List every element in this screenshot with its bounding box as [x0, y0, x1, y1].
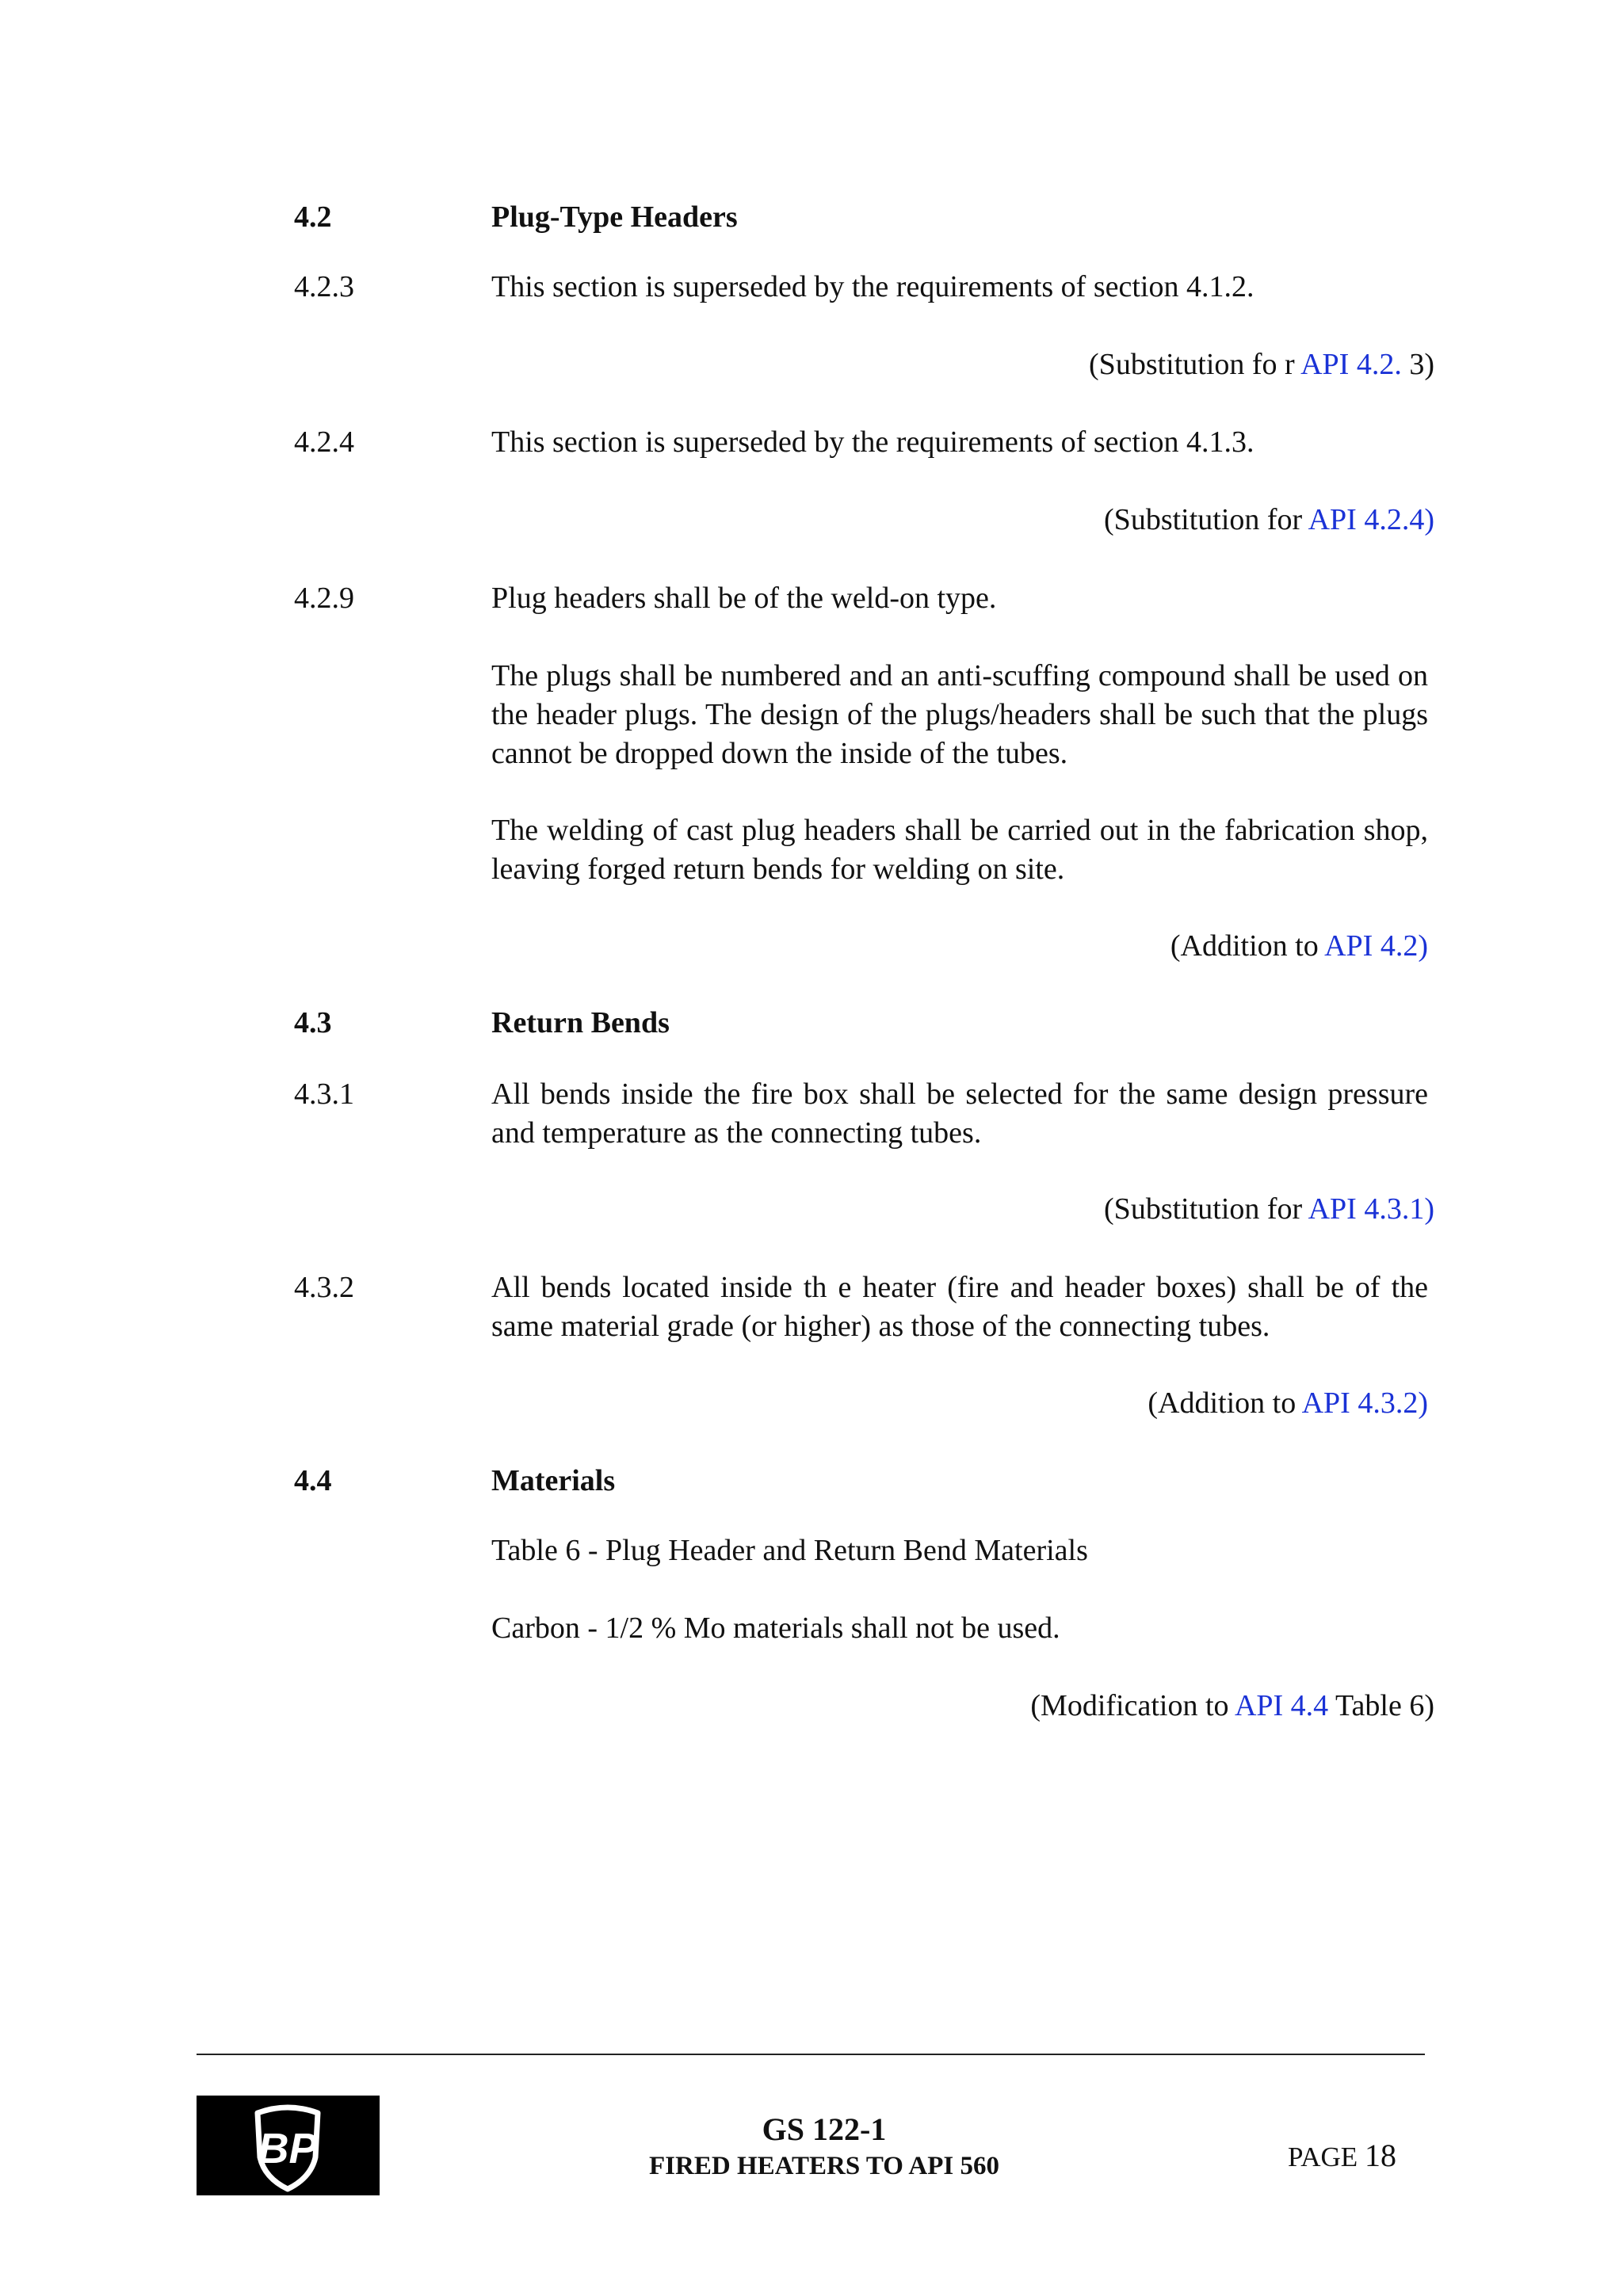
clause-reference: [491, 345, 1434, 384]
clause-note: Carbon - 1/2 % Mo materials shall not be used.: [491, 1611, 1060, 1645]
table-caption: Table 6 - Plug Header and Return Bend Materials: [491, 1534, 1088, 1567]
svg-text:BP: BP: [258, 2125, 318, 2172]
reference-prefix: (Substitution for: [1104, 503, 1308, 536]
clause-paragraph: The plugs shall be numbered and an anti-scuffing compound shall be used on the header plugs. The design of the plugs/headers shall be such that the plugs cannot be dropped down the inside of the tubes.: [491, 659, 1428, 770]
clause-reference: [491, 501, 1434, 540]
api-link[interactable]: API 4.2.: [1300, 348, 1402, 381]
clause-reference: [491, 927, 1428, 966]
clause-number: 4.3.2: [294, 1271, 354, 1304]
clause-text: This section is superseded by the requirements of section 4.1.2.: [491, 270, 1254, 303]
api-link[interactable]: API 4.2): [1324, 929, 1428, 963]
clause-number: 4.2.3: [294, 270, 354, 303]
clause-number: 4.3.1: [294, 1077, 354, 1111]
page-indicator: [1288, 2138, 1396, 2175]
reference-prefix: (Substitution for: [1104, 1192, 1308, 1226]
footer-divider: [197, 2054, 1425, 2055]
api-link[interactable]: API 4.3.2): [1301, 1386, 1428, 1420]
clause-text: This section is superseded by the requirements of section 4.1.3.: [491, 425, 1254, 459]
page-number: 18: [1364, 2138, 1396, 2173]
section-number: 4.3: [294, 1006, 332, 1039]
section-heading: Materials: [491, 1464, 616, 1497]
reference-prefix: (Addition to: [1170, 929, 1325, 963]
page-label: PAGE: [1288, 2142, 1358, 2172]
reference-suffix: 3): [1401, 348, 1434, 381]
clause-reference: [491, 1384, 1428, 1423]
api-link[interactable]: API 4.4: [1234, 1689, 1329, 1722]
document-code: GS 122-1: [762, 2111, 887, 2147]
section-number: 4.2: [294, 200, 332, 234]
reference-prefix: (Substitution fo r: [1089, 348, 1301, 381]
clause-number: 4.2.9: [294, 582, 354, 615]
reference-prefix: (Modification to: [1030, 1689, 1235, 1722]
clause-text: All bends located inside th e heater (fire and header boxes) shall be of the same material grade (or higher) as those of the connecting tubes.: [491, 1271, 1428, 1343]
section-heading: Plug-Type Headers: [491, 200, 738, 234]
clause-text: Plug headers shall be of the weld-on type.: [491, 582, 997, 615]
api-link[interactable]: API 4.3.1): [1308, 1192, 1434, 1226]
reference-suffix: Table 6): [1328, 1689, 1434, 1722]
api-link[interactable]: API 4.2.4): [1308, 503, 1434, 536]
section-heading: Return Bends: [491, 1006, 670, 1039]
clause-reference: [491, 1190, 1434, 1229]
bp-shield-icon: [197, 2096, 380, 2195]
document-title: FIRED HEATERS TO API 560: [649, 2152, 999, 2180]
clause-reference: [491, 1687, 1434, 1726]
bp-logo: [197, 2096, 380, 2195]
section-number: 4.4: [294, 1464, 332, 1497]
clause-number: 4.2.4: [294, 425, 354, 459]
clause-text: All bends inside the fire box shall be selected for the same design pressure and temperature as the connecting tubes.: [491, 1077, 1428, 1150]
reference-prefix: (Addition to: [1148, 1386, 1302, 1420]
clause-paragraph: The welding of cast plug headers shall be carried out in the fabrication shop, leaving forged return bends for welding on site.: [491, 814, 1428, 886]
